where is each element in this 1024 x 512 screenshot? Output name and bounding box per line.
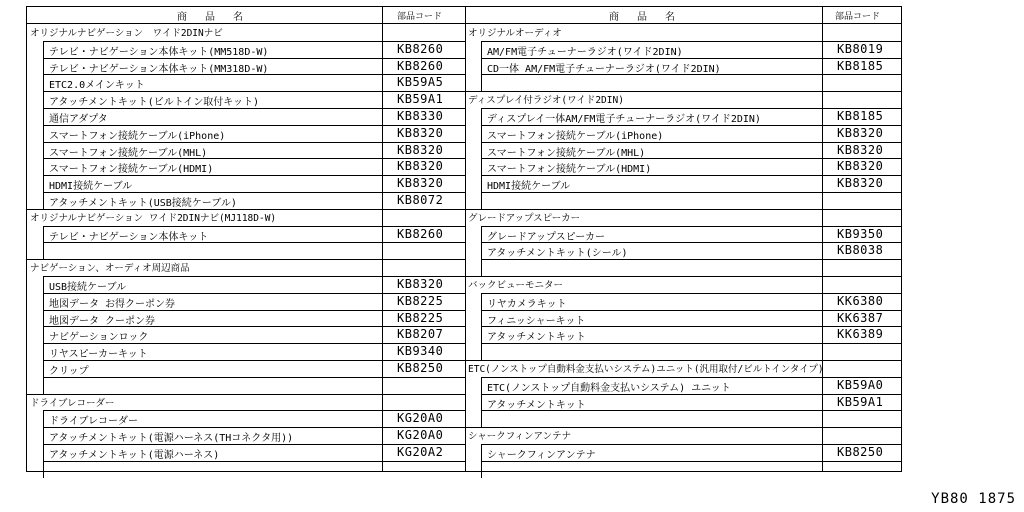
table-row	[481, 293, 901, 310]
part-code: KB8320	[397, 125, 444, 140]
table-row	[43, 108, 465, 125]
part-code: KB8320	[837, 159, 884, 174]
table-row	[43, 293, 465, 310]
table-row	[481, 226, 901, 243]
part-code: KB8207	[397, 327, 444, 342]
product-name: スマートフォン接続ケーブル(MHL)	[487, 147, 646, 159]
part-code: KB8260	[397, 41, 444, 56]
product-name: スマートフォン接続ケーブル(HDMI)	[49, 164, 214, 176]
part-code: KB8225	[397, 310, 444, 325]
product-name: ETC(ノンストップ自動料金支払いシステム) ユニット	[487, 382, 731, 394]
table-row	[481, 58, 901, 75]
product-name: ETC2.0メインキット	[49, 80, 145, 92]
table-row	[43, 276, 465, 293]
product-name: USB接続ケーブル	[49, 282, 127, 293]
table-row	[481, 74, 901, 91]
table-row	[43, 142, 465, 159]
table-row	[481, 242, 901, 259]
part-code: KB8185	[837, 109, 884, 123]
section-title: シャークフィンアンテナ	[468, 431, 572, 443]
document-id: YB80 1875	[931, 491, 1016, 507]
part-code: KK6380	[837, 293, 884, 308]
product-name: アタッチメントキット	[487, 399, 586, 411]
part-code: KB8330	[397, 109, 444, 123]
table-row	[43, 58, 465, 75]
part-code: KK6389	[837, 327, 884, 342]
table-row	[43, 91, 465, 108]
part-code: KB8250	[837, 445, 884, 459]
section-title: グレードアップスピーカー	[468, 212, 581, 224]
part-code: KB8185	[837, 58, 884, 73]
product-name: グレードアップスピーカー	[487, 231, 605, 243]
table-row	[481, 175, 901, 192]
table-row	[43, 461, 465, 478]
table-row	[43, 41, 465, 58]
product-name: アタッチメントキット(USB接続ケーブル)	[49, 198, 237, 209]
parts-table	[26, 6, 902, 472]
section-title: オリジナルオーディオ	[468, 28, 562, 39]
product-name: クリップ	[49, 366, 89, 377]
product-name: フィニッシャーキット	[487, 315, 586, 327]
part-code: KG20A0	[397, 411, 444, 426]
product-name: ディスプレイ一体AM/FM電子チューナーラジオ(ワイド2DIN)	[487, 114, 761, 125]
right-header-name: 商 品 名	[609, 12, 682, 23]
table-row	[481, 461, 901, 478]
table-row	[43, 125, 465, 142]
product-name: 地図データ クーポン券	[49, 315, 156, 327]
part-code: KB9350	[837, 226, 884, 241]
table-row	[481, 310, 901, 327]
part-code: KB8320	[837, 176, 884, 191]
table-row	[43, 377, 465, 394]
table-row	[43, 427, 465, 444]
table-row	[481, 41, 901, 58]
right-column	[465, 7, 901, 471]
section-title: ナビゲーション、オーディオ周辺商品	[30, 263, 190, 275]
table-row	[43, 242, 465, 259]
table-row	[43, 158, 465, 175]
table-row	[43, 360, 465, 377]
product-name: ナビゲーションロック	[49, 332, 149, 344]
part-code: KB8320	[397, 277, 444, 291]
part-code: KB8019	[837, 41, 884, 56]
section-title: オリジナルナビゲーション ワイド2DINナビ	[30, 28, 223, 39]
section-title: ETC(ノンストップ自動料金支払いシステム)ユニット(汎用取付/ビルトインタイプ)	[468, 364, 824, 375]
product-name: 通信アダプタ	[49, 114, 108, 125]
product-name: アタッチメントキット(電源ハーネス(THコネクタ用))	[49, 433, 294, 445]
product-name: AM/FM電子チューナーラジオ(ワイド2DIN)	[487, 46, 683, 58]
section-title: ディスプレイ付ラジオ(ワイド2DIN)	[468, 95, 624, 107]
product-name: リヤカメラキット	[487, 298, 567, 310]
table-row	[481, 108, 901, 125]
table-row	[43, 175, 465, 192]
product-name: HDMI接続ケーブル	[487, 181, 571, 193]
table-row	[481, 125, 901, 142]
product-name: テレビ・ナビゲーション本体キット(MM318D-W)	[49, 63, 269, 75]
table-row	[481, 343, 901, 360]
product-name: スマートフォン接続ケーブル(HDMI)	[487, 164, 652, 176]
part-code: KB59A5	[397, 75, 444, 90]
part-code: KB8225	[397, 293, 444, 308]
product-name: リヤスピーカーキット	[49, 349, 148, 361]
product-name: テレビ・ナビゲーション本体キット	[49, 231, 209, 243]
left-header	[27, 7, 465, 24]
right-header-code: 部品コード	[835, 12, 881, 22]
part-code: KB8260	[397, 226, 444, 241]
part-code: KB59A1	[837, 394, 884, 409]
left-header-code: 部品コード	[397, 12, 443, 22]
table-row	[481, 259, 901, 276]
table-row	[481, 377, 901, 394]
right-header	[465, 7, 901, 24]
product-name: シャークフィンアンテナ	[487, 450, 596, 461]
table-row	[481, 410, 901, 427]
section-title: バックビューモニター	[468, 280, 564, 291]
part-code: KB8320	[837, 142, 884, 157]
product-name: アタッチメントキット(ビルトイン取付キット)	[49, 97, 260, 109]
part-code: KG20A0	[397, 428, 444, 443]
part-code: KB8038	[837, 243, 884, 258]
table-row	[43, 343, 465, 360]
table-row	[481, 394, 901, 411]
part-code: KB59A0	[837, 377, 884, 392]
part-code: KB59A1	[397, 92, 444, 107]
table-row	[481, 192, 901, 209]
left-header-name: 商 品 名	[177, 12, 250, 23]
product-name: HDMI接続ケーブル	[49, 181, 133, 193]
table-row	[43, 192, 465, 209]
product-name: アタッチメントキット(電源ハーネス)	[49, 450, 220, 461]
part-code: KB8320	[397, 142, 444, 157]
product-name: ドライブレコーダー	[49, 416, 138, 428]
table-row	[43, 310, 465, 327]
part-code: KK6387	[837, 310, 884, 325]
product-name: CD一体 AM/FM電子チューナーラジオ(ワイド2DIN)	[487, 63, 721, 75]
table-row	[481, 158, 901, 175]
table-row	[43, 226, 465, 243]
part-code: KB9340	[397, 344, 444, 359]
part-code: KG20A2	[397, 445, 444, 459]
table-row	[43, 74, 465, 91]
product-name: アタッチメントキット(シール)	[487, 248, 628, 260]
part-code: KB8072	[397, 193, 444, 207]
part-code: KB8320	[397, 159, 444, 174]
table-row	[481, 326, 901, 343]
product-name: 地図データ お得クーポン券	[49, 298, 176, 310]
table-row	[43, 410, 465, 427]
part-code: KB8320	[837, 125, 884, 140]
part-code: KB8260	[397, 58, 444, 73]
section-title: ドライブレコーダー	[30, 397, 115, 409]
section-title: オリジナルナビゲーション ワイド2DINナビ(MJ118D-W)	[30, 212, 277, 224]
left-column	[27, 7, 466, 471]
product-name: スマートフォン接続ケーブル(MHL)	[49, 147, 208, 159]
table-row	[481, 444, 901, 461]
table-row	[481, 142, 901, 159]
part-code: KB8250	[397, 361, 444, 375]
product-name: スマートフォン接続ケーブル(iPhone)	[487, 130, 664, 142]
product-name: テレビ・ナビゲーション本体キット(MM518D-W)	[49, 46, 269, 58]
product-name: スマートフォン接続ケーブル(iPhone)	[49, 130, 226, 142]
table-row	[43, 326, 465, 343]
part-code: KB8320	[397, 176, 444, 191]
product-name: アタッチメントキット	[487, 332, 586, 344]
table-row	[43, 444, 465, 461]
